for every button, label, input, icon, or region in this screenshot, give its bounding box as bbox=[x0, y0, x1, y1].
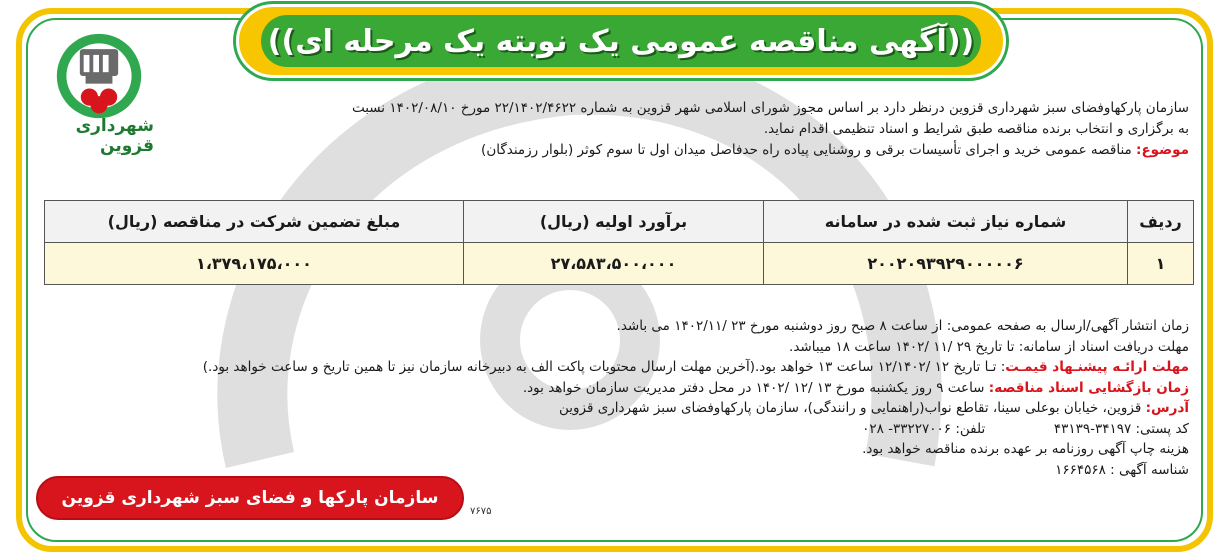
table-header-row bbox=[45, 201, 1194, 243]
table-row bbox=[45, 243, 1194, 285]
ad-code: ۷۶۷۵ bbox=[470, 506, 492, 517]
cell-need-number: ۲۰۰۲۰۹۳۹۲۹۰۰۰۰۰۶ bbox=[764, 243, 1128, 285]
subject-line bbox=[169, 140, 1189, 161]
cell-guarantee: ۱،۳۷۹،۱۷۵،۰۰۰ bbox=[45, 243, 464, 285]
tender-table bbox=[44, 200, 1194, 285]
opening-text: ساعت ۹ روز یکشنبه مورخ ۱۳ /۱۲ /۱۴۰۲ در محل دفتر مدیریت سازمان خواهد بود. bbox=[522, 379, 989, 396]
logo-year: ۱۳۸۴ bbox=[91, 82, 107, 91]
phone-number: تلفن: ۳۳۲۲۷۰۰۶- ۰۲۸ bbox=[862, 420, 986, 437]
cell-estimate: ۲۷،۵۸۳،۵۰۰،۰۰۰ bbox=[464, 243, 764, 285]
publish-line: زمان انتشار آگهی/ارسال به صفحه عمومی: از ساعت ۸ صبح روز دوشنبه مورخ ۲۳ /۱۴۰۲/۱۱ می باشد. bbox=[616, 318, 1189, 334]
col-header-row: ردیف bbox=[1128, 201, 1194, 243]
address-line bbox=[39, 398, 1189, 419]
cell-row: ۱ bbox=[1128, 243, 1194, 285]
intro-line-1: سازمان پارکهاوفضای سبز شهرداری قزوین درنظر دارد بر اساس مجوز شورای اسلامی شهر قزوین به شماره ۲۲/۱۴۰۲/۴۶۲۲ مورخ ۱۴۰۲/۰۸/۱۰ نسبت bbox=[351, 100, 1189, 116]
cost-line: هزینه چاپ آگهی روزنامه بر عهده برنده مناقصه خواهد بود. bbox=[862, 441, 1189, 457]
qazvin-emblem-icon bbox=[49, 30, 149, 122]
opening-line bbox=[39, 378, 1189, 399]
title-banner bbox=[236, 4, 1006, 78]
col-header-estimate: برآورد اولیه (ریال) bbox=[464, 201, 764, 243]
col-header-need-number: شماره نیاز ثبت شده در سامانه bbox=[764, 201, 1128, 243]
logo-name: شهرداری قزوین bbox=[75, 116, 154, 156]
org-name-banner bbox=[36, 476, 464, 520]
contact-line bbox=[39, 419, 1189, 440]
page-title: ((آگهی مناقصه عمومی یک نوبته یک مرحله ای)) bbox=[267, 23, 975, 59]
ad-id-line: شناسه آگهی : ۱۶۶۴۵۶۸ bbox=[1055, 461, 1189, 478]
subject-text: مناقصه عمومی خرید و اجرای تأسیسات برقی و روشنایی پیاده راه حدفاصل میدان اول تا سوم کوثر (بلوار رزمندگان) bbox=[481, 142, 1137, 158]
offer-line bbox=[39, 357, 1189, 378]
offer-text: : تـا تاریخ ۱۲ /۱۲/۱۴۰۲ ساعت ۱۳ خواهد بود.(آخرین مهلت ارسال محتویات پاکت الف به دبیرخانه سازمان نیز تا همین تاریخ و ساعت خواهد بود.) bbox=[202, 359, 1006, 375]
offer-label: مهلت ارائـه پیشنـهاد قیمـت bbox=[1005, 359, 1189, 375]
subject-label: موضوع: bbox=[1136, 142, 1189, 158]
org-name: سازمان پارکها و فضای سبز شهرداری قزوین bbox=[61, 488, 439, 508]
intro-paragraph bbox=[169, 98, 1189, 161]
col-header-guarantee: مبلغ تضمین شرکت در مناقصه (ریال) bbox=[45, 201, 464, 243]
address-label: آدرس: bbox=[1145, 400, 1189, 416]
receive-line: مهلت دریافت اسناد از سامانه: تا تاریخ ۲۹ /۱۱ /۱۴۰۲ ساعت ۱۸ میباشد. bbox=[789, 338, 1189, 355]
opening-label: زمان بازگشایی اسناد مناقصه: bbox=[988, 379, 1189, 396]
details-section bbox=[39, 316, 1189, 480]
municipality-logo bbox=[44, 30, 154, 156]
address-text: قزوین، خیابان بوعلی سینا، تقاطع نواب(راهنمایی و رانندگی)، سازمان پارکهاوفضای سبز شهرداری قزوین bbox=[558, 400, 1146, 416]
title-pill bbox=[261, 15, 981, 67]
intro-line-2: به برگزاری و انتخاب برنده مناقصه طبق شرایط و اسناد تنظیمی اقدام نماید. bbox=[763, 121, 1189, 137]
postal-code: کد پستی: ۳۴۱۹۷-۴۳۱۳۹ bbox=[1053, 420, 1189, 437]
